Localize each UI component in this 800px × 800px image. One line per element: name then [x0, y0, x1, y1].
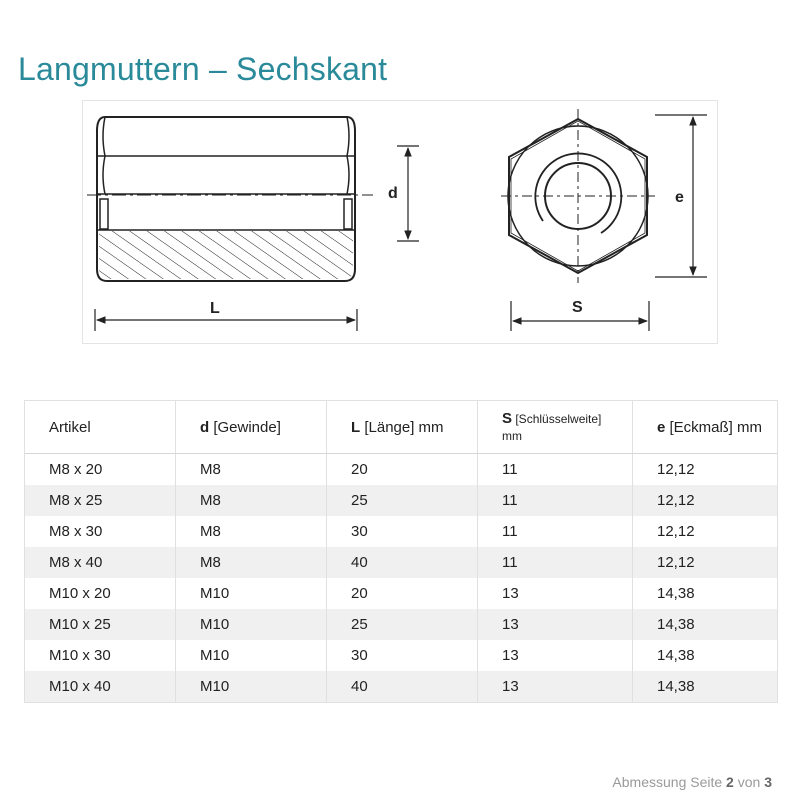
table-header-row: [25, 401, 777, 454]
cell-laenge: 20: [327, 454, 478, 486]
cell-gewinde: M8: [176, 547, 327, 578]
header-eckmass: e [Eckmaß] mm: [633, 401, 778, 454]
cell-eckmass: 14,38: [633, 609, 778, 640]
cell-gewinde: M8: [176, 516, 327, 547]
cell-gewinde: M8: [176, 485, 327, 516]
page-title: Langmuttern – Sechskant: [18, 51, 388, 88]
cell-schluesselweite: 13: [478, 609, 633, 640]
cell-eckmass: 12,12: [633, 454, 778, 486]
dimensions-table: [24, 400, 778, 703]
label-e: e: [675, 189, 684, 206]
table-row: [25, 609, 777, 640]
cell-laenge: 30: [327, 640, 478, 671]
cell-eckmass: 12,12: [633, 516, 778, 547]
cell-laenge: 25: [327, 609, 478, 640]
header-artikel: Artikel: [25, 401, 176, 454]
cell-schluesselweite: 11: [478, 454, 633, 486]
cell-gewinde: M10: [176, 671, 327, 702]
cell-laenge: 40: [327, 671, 478, 702]
table-row: [25, 547, 777, 578]
cell-laenge: 20: [327, 578, 478, 609]
header-schluesselweite: S [Schlüsselweite] mm: [478, 401, 633, 454]
cell-gewinde: M10: [176, 609, 327, 640]
cell-schluesselweite: 13: [478, 578, 633, 609]
page-indicator: Abmessung Seite 2 von 3: [612, 774, 772, 790]
table-row: [25, 485, 777, 516]
technical-drawing: [82, 100, 718, 344]
nut-side-view: [87, 117, 373, 281]
cell-eckmass: 14,38: [633, 640, 778, 671]
nut-front-view: [501, 109, 655, 283]
cell-laenge: 40: [327, 547, 478, 578]
cell-eckmass: 14,38: [633, 671, 778, 702]
cell-artikel: M8 x 25: [25, 485, 176, 516]
cell-schluesselweite: 13: [478, 640, 633, 671]
cell-laenge: 30: [327, 516, 478, 547]
cell-artikel: M8 x 20: [25, 454, 176, 486]
label-S: S: [572, 299, 583, 316]
nut-drawing-svg: [83, 101, 717, 343]
cell-laenge: 25: [327, 485, 478, 516]
label-L: L: [210, 300, 220, 317]
cell-eckmass: 12,12: [633, 485, 778, 516]
cell-eckmass: 14,38: [633, 578, 778, 609]
cell-schluesselweite: 13: [478, 671, 633, 702]
cell-gewinde: M10: [176, 640, 327, 671]
table-row: [25, 578, 777, 609]
table-row: [25, 671, 777, 702]
dimension-d: [397, 146, 419, 241]
cell-artikel: M10 x 40: [25, 671, 176, 702]
cell-artikel: M10 x 25: [25, 609, 176, 640]
cell-artikel: M8 x 40: [25, 547, 176, 578]
header-laenge: L [Länge] mm: [327, 401, 478, 454]
cell-gewinde: M8: [176, 454, 327, 486]
cell-schluesselweite: 11: [478, 547, 633, 578]
cell-gewinde: M10: [176, 578, 327, 609]
table-row: [25, 516, 777, 547]
cell-eckmass: 12,12: [633, 547, 778, 578]
cell-schluesselweite: 11: [478, 485, 633, 516]
dimension-L: [95, 309, 357, 331]
header-gewinde: d [Gewinde]: [176, 401, 327, 454]
cell-schluesselweite: 11: [478, 516, 633, 547]
label-d: d: [388, 185, 398, 202]
cell-artikel: M10 x 30: [25, 640, 176, 671]
cell-artikel: M10 x 20: [25, 578, 176, 609]
table-row: [25, 640, 777, 671]
table-row: [25, 454, 777, 486]
cell-artikel: M8 x 30: [25, 516, 176, 547]
